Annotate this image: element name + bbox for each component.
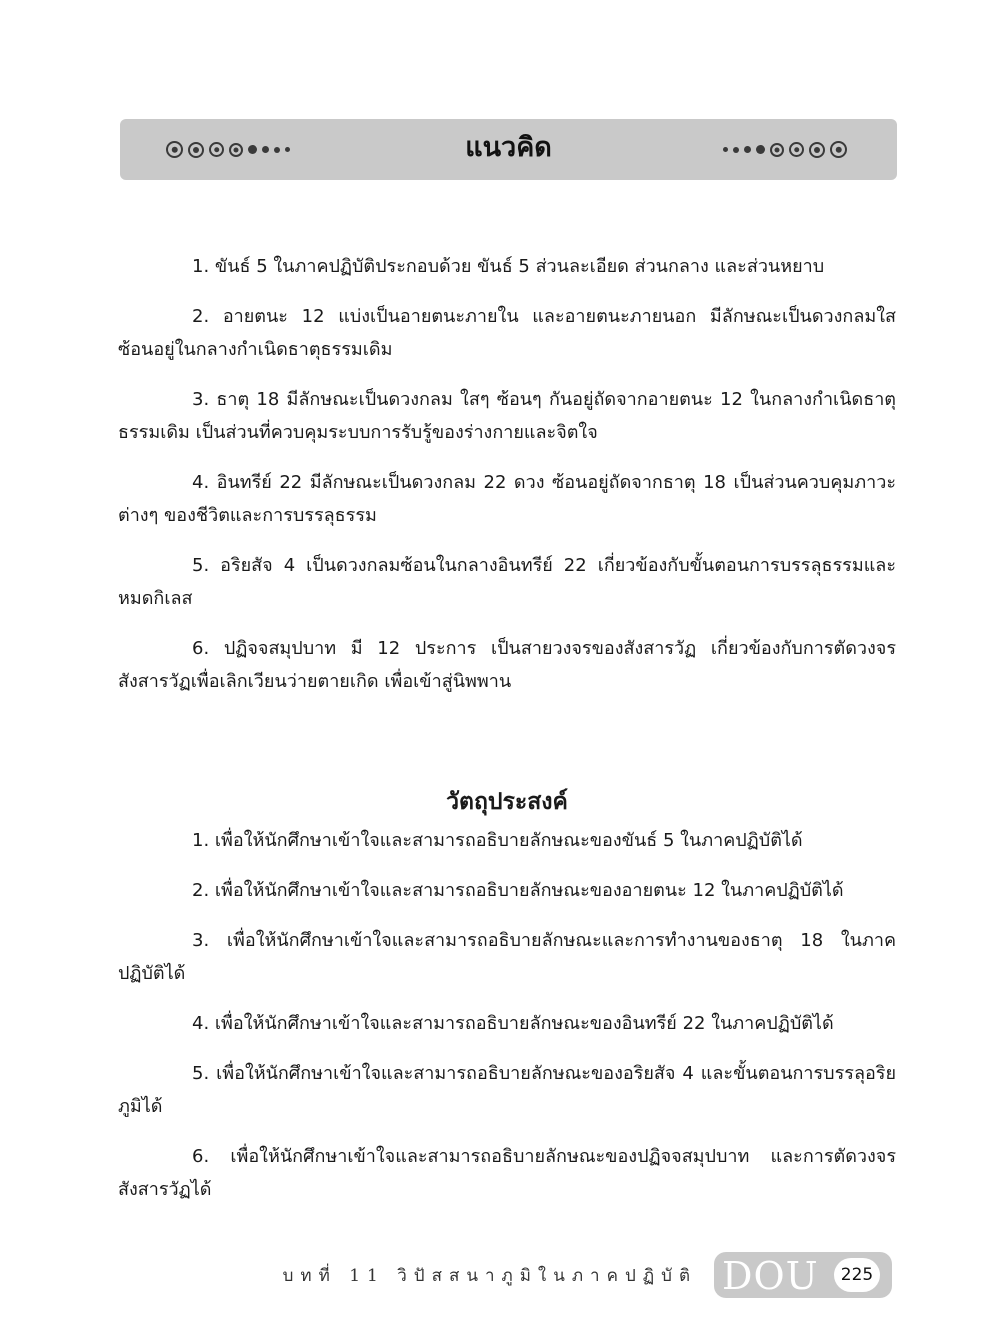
objective-paragraph: 4. เพื่อให้นักศึกษาเข้าใจและสามารถอธิบายลักษณะของอินทรีย์ 22 ในภาคปฏิบัติได้: [192, 1013, 834, 1034]
dot-icon: [723, 147, 728, 152]
objective-paragraph: 1. เพื่อให้นักศึกษาเข้าใจและสามารถอธิบายลักษณะของขันธ์ 5 ในภาคปฏิบัติได้: [192, 830, 803, 851]
concept-paragraph: 6. ปฏิจจสมุปบาท มี 12 ประการ เป็นสายวงจรของสังสารวัฏ เกี่ยวข้องกับการตัดวงจรสังสารวัฏเพื่อเลิกเวียนว่ายตายเกิด เพื่อเข้าสู่นิพพาน: [118, 638, 896, 692]
dou-badge: [714, 1252, 892, 1298]
objective-paragraph: 2. เพื่อให้นักศึกษาเข้าใจและสามารถอธิบายลักษณะของอายตนะ 12 ในภาคปฏิบัติได้: [192, 880, 844, 901]
dot-icon: [744, 146, 751, 153]
concept-paragraph: 4. อินทรีย์ 22 มีลักษณะเป็นดวงกลม 22 ดวง ซ้อนอยู่ถัดจากธาตุ 18 เป็นส่วนควบคุมภาวะต่างๆ ของชีวิตและการบรรลุธรรม: [118, 472, 896, 526]
ring-dot-icon: [830, 141, 847, 158]
dot-icon: [733, 147, 739, 153]
ring-dot-icon: [770, 143, 784, 157]
concept-paragraph: 5. อริยสัจ 4 เป็นดวงกลมซ้อนในกลางอินทรีย์ 22 เกี่ยวข้องกับขั้นตอนการบรรลุธรรมและหมดกิเลส: [118, 555, 896, 609]
section-title-concepts: แนวคิด: [465, 132, 552, 163]
chapter-title: บทที่ 11 วิปัสสนาภูมิในภาคปฏิบัติ: [282, 1266, 697, 1286]
objective-paragraph: 3. เพื่อให้นักศึกษาเข้าใจและสามารถอธิบายลักษณะและการทำงานของธาตุ 18 ในภาคปฏิบัติได้: [118, 930, 896, 984]
section-title-objectives: วัตถุประสงค์: [446, 789, 568, 815]
objective-paragraph: 5. เพื่อให้นักศึกษาเข้าใจและสามารถอธิบายลักษณะของอริยสัจ 4 และขั้นตอนการบรรลุอริยภูมิได้: [118, 1063, 896, 1117]
ring-dot-icon: [809, 142, 825, 158]
dot-icon: [756, 145, 765, 154]
concept-paragraph: 3. ธาตุ 18 มีลักษณะเป็นดวงกลม ใสๆ ซ้อนๆ กันอยู่ถัดจากอายตนะ 12 ในกลางกำเนิดธาตุธรรมเดิม เป็นส่วนที่ควบคุมระบบการรับรู้ของร่างกายและจิตใจ: [118, 389, 896, 443]
concept-paragraph: 1. ขันธ์ 5 ในภาคปฏิบัติประกอบด้วย ขันธ์ 5 ส่วนละเอียด ส่วนกลาง และส่วนหยาบ: [192, 256, 825, 277]
concept-paragraph: 2. อายตนะ 12 แบ่งเป็นอายตนะภายใน และอายตนะภายนอก มีลักษณะเป็นดวงกลมใส ซ้อนอยู่ในกลางกำเนิดธาตุธรรมเดิม: [118, 306, 896, 360]
section-header-bar: [120, 119, 897, 180]
page-footer: [0, 1252, 1000, 1298]
decorative-dots-right: [723, 119, 847, 180]
page-number: 225: [834, 1258, 880, 1292]
dou-logo: DOU: [722, 1254, 819, 1298]
page-content: [118, 250, 896, 1223]
ring-dot-icon: [789, 142, 804, 157]
objective-paragraph: 6. เพื่อให้นักศึกษาเข้าใจและสามารถอธิบายลักษณะของปฏิจจสมุปบาท และการตัดวงจร สังสารวัฏได้: [118, 1146, 896, 1200]
